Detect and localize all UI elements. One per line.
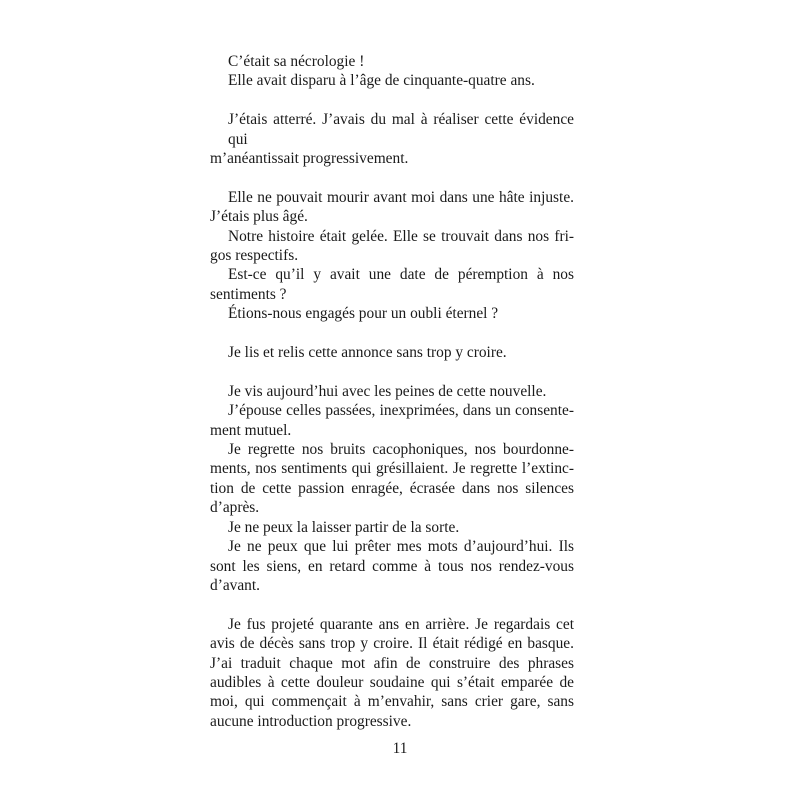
body-text xyxy=(210,52,574,731)
text-line: Je regrette nos bruits cacophoniques, nos bourdonne- xyxy=(228,441,574,459)
text-line: Est-ce qu’il y avait une date de péremption à nos xyxy=(228,266,574,284)
text-line: d’après. xyxy=(210,499,260,517)
text-line: Je lis et relis cette annonce sans trop y croire. xyxy=(228,344,507,362)
text-line: ments, nos sentiments qui grésillaient. Je regrette l’extinc- xyxy=(210,460,574,478)
text-line: ment mutuel. xyxy=(210,421,292,439)
text-line: Étions-nous engagés pour un oubli éternel ? xyxy=(228,305,499,323)
paragraph-gap xyxy=(228,362,574,381)
text-line: Je ne peux que lui prêter mes mots d’aujourd’hui. Ils xyxy=(228,538,574,556)
text-line: m’anéantissait progressivement. xyxy=(210,150,409,168)
paragraph-gap xyxy=(228,595,574,614)
text-line: audibles à cette douleur soudaine qui s’était emparée de xyxy=(210,673,574,691)
text-line: avis de décès sans trop y croire. Il était rédigé en basque. xyxy=(210,635,574,653)
text-line: aucune introduction progressive. xyxy=(210,712,412,730)
text-line: sont les siens, en retard comme à tous nos rendez-vous xyxy=(210,557,574,575)
text-line: d’avant. xyxy=(210,576,260,594)
text-line: Elle ne pouvait mourir avant moi dans une hâte injuste. xyxy=(228,188,574,206)
text-line: sentiments ? xyxy=(210,285,287,303)
text-line: J’étais plus âgé. xyxy=(210,208,308,226)
text-line: moi, qui commençait à m’envahir, sans crier gare, sans xyxy=(210,693,574,711)
text-line: Je ne peux la laisser partir de la sorte. xyxy=(228,518,460,536)
text-line: gos respectifs. xyxy=(210,247,299,265)
text-line: J’ai traduit chaque mot afin de construire des phrases xyxy=(210,654,574,672)
text-line: J’étais atterré. J’avais du mal à réaliser cette évidence qui xyxy=(228,111,574,148)
paragraph-gap xyxy=(228,91,574,110)
text-line: tion de cette passion enragée, écrasée dans nos silences xyxy=(210,479,574,497)
page-number: 11 xyxy=(392,740,408,757)
text-line: Notre histoire était gelée. Elle se trouvait dans nos fri- xyxy=(228,227,574,245)
paragraph-gap xyxy=(228,168,574,187)
text-line: J’épouse celles passées, inexprimées, dans un consente- xyxy=(228,402,574,420)
paragraph-gap xyxy=(228,324,574,343)
text-line: C’était sa nécrologie ! xyxy=(228,53,365,70)
text-line: Je vis aujourd’hui avec les peines de cette nouvelle. xyxy=(228,382,547,400)
text-line: Elle avait disparu à l’âge de cinquante-quatre ans. xyxy=(228,72,535,90)
text-line: Je fus projeté quarante ans en arrière. Je regardais cet xyxy=(228,615,574,633)
